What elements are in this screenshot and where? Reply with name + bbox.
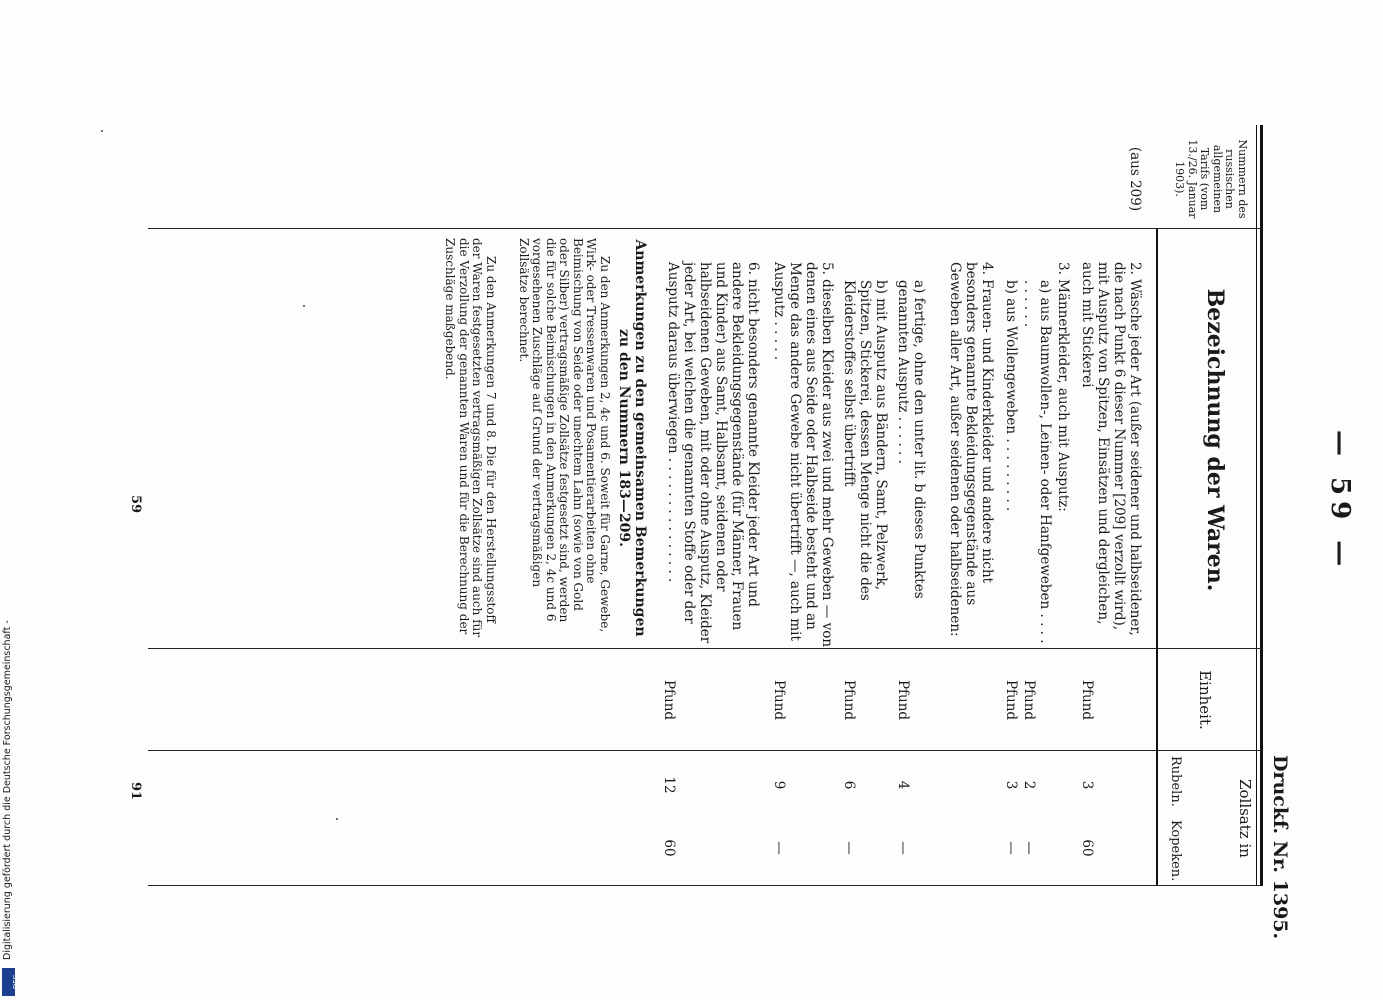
column-header-kopeks: Kopeken.: [1168, 820, 1183, 882]
row-rubles: 3: [1003, 780, 1019, 790]
column-divider: [148, 648, 1263, 649]
header-rule: [1156, 228, 1158, 885]
row-unit: Pfund: [895, 679, 911, 721]
row-description: b) mit Ausputz aus Bändern, Samt, Pelzwerk, Spitzen, Stickerei, dessen Menge nicht die des Kleiderstoffes selbst übertrifft: [841, 280, 889, 601]
scan-speck: [336, 818, 338, 820]
row-unit: Pfund: [661, 679, 677, 721]
dfg-logo: DFG: [2, 968, 15, 996]
footer-page-number: 59: [128, 495, 143, 514]
row-kopeks: —: [771, 841, 787, 855]
row-unit: Pfund: [1021, 679, 1037, 721]
row-description: 4. Frauen- und Kinderkleider und andere nicht besonders genannte Bekleidungsgegenstände aus Geweben aller Art, außer seidenen oder halbseidenen:: [947, 262, 995, 637]
row-rubles: 9: [771, 780, 787, 790]
row-unit: Pfund: [1079, 679, 1095, 721]
row-description: 3. Männerkleider, auch mit Ausputz:: [1055, 262, 1071, 512]
row-unit: Pfund: [1003, 679, 1019, 721]
funding-credit: Digitalisierung gefördert durch die Deutsche Forschungsgemeinschaft -: [2, 620, 13, 960]
row-description: 2. Wäsche jeder Art (außer seidener und halbseidener, die nach Punkt 6 dieser Nummer [209] verzollt wird), mit Ausputz von Spitzen, Einsätzen und dergleichen, auch mit Stickerei: [1079, 262, 1143, 636]
row-rubles: 4: [895, 780, 911, 790]
top-rule-thin: [1256, 125, 1257, 885]
row-unit: Pfund: [841, 679, 857, 721]
row-rubles: 6: [841, 780, 857, 790]
page-number: — 59 —: [1325, 430, 1355, 573]
column-header-rubles: Rubeln.: [1168, 756, 1183, 807]
column-header-unit: Einheit.: [1196, 670, 1214, 730]
column-header-numbers: Nummern des russischen allgemeinen Tarifs (vom 13./26. Januar 1903).: [1173, 139, 1249, 219]
row-kopeks: —: [1003, 841, 1019, 855]
row-description: 6. nicht besonders genannte Kleider jeder Art und andere Bekleidungsgegenstände (für Männer, Frauen und Kinder) aus Samt, Halbsamt, seidenen oder halbseidenen Geweben, mit oder ohne Ausputz, Kleider jeder Art, bei welchen die genannten Stoffe oder der Ausputz daraus überwiegen . . . . . . . . . . . . . . .: [665, 262, 761, 644]
column-divider: [148, 228, 1263, 229]
row-description: b) aus Wollengeweben . . . . . . . . .: [1003, 280, 1019, 512]
row-kopeks: —: [841, 841, 857, 855]
row-kopeks: —: [1021, 841, 1037, 855]
row-rubles: 3: [1079, 780, 1095, 790]
row-kopeks: —: [895, 841, 911, 855]
row-kopeks: 60: [1079, 839, 1095, 857]
notes-paragraph: Zu den Anmerkungen 7 und 8. Die für den Herstellungsstoff der Waren festgesetzten vertragsmäßigen Zollsätze sind auch für die Verzollung der genannten Waren und für die Berechnung der Zuschläge maßgebend.: [443, 238, 498, 638]
column-divider: [148, 885, 1263, 886]
tariff-number: (aus 209): [1127, 146, 1143, 212]
row-description: 5. dieselben Kleider aus zwei und mehr Geweben — von denen eines aus Seide oder Halbseide besteht und an Menge das andere Gewebe nicht übertrifft —, auch mit Ausputz . . . . .: [771, 262, 835, 648]
row-unit: Pfund: [771, 679, 787, 721]
scan-speck: [101, 130, 103, 132]
footer-sheet-number: 91: [128, 782, 143, 801]
row-kopeks: 60: [661, 839, 677, 857]
print-reference: Druckf. Nr. 1395.: [1269, 755, 1291, 940]
scan-speck: [303, 305, 305, 307]
column-header-duty: Zollsatz in: [1236, 779, 1254, 858]
row-rubles: 2: [1021, 780, 1037, 790]
column-divider: [148, 750, 1263, 751]
top-rule: [1260, 125, 1263, 885]
notes-title: Anmerkungen zu den gemeinsamen Bemerkungen zu den Nummern 183—209.: [616, 239, 648, 637]
row-description: a) aus Baumwollen-, Leinen- oder Hanfgeweben . . . . . . . . . .: [1021, 280, 1053, 644]
row-description: a) fertige, ohne den unter lit. b dieses Punktes genannten Ausputz . . . . . .: [895, 280, 927, 599]
column-header-description: Bezeichnung der Waren.: [1202, 288, 1228, 592]
notes-paragraph: Zu den Anmerkungen 2, 4c und 6. Soweit für Garne, Gewebe, Wirk- oder Tressenwaren und Posamentierarbeiten ohne Beimischung von Seide oder unechtem Lahn (sowie von Gold oder Silber) vertragsmäßige Zollsätze festgesetzt sind, werden die für solche Beimischungen in den Anmerkungen 2, 4c und 6 vorgesehenen Zuschläge auf Grund der vertragsmäßigen Zollsätze berechnet.: [517, 238, 612, 633]
row-rubles: 12: [661, 776, 677, 794]
